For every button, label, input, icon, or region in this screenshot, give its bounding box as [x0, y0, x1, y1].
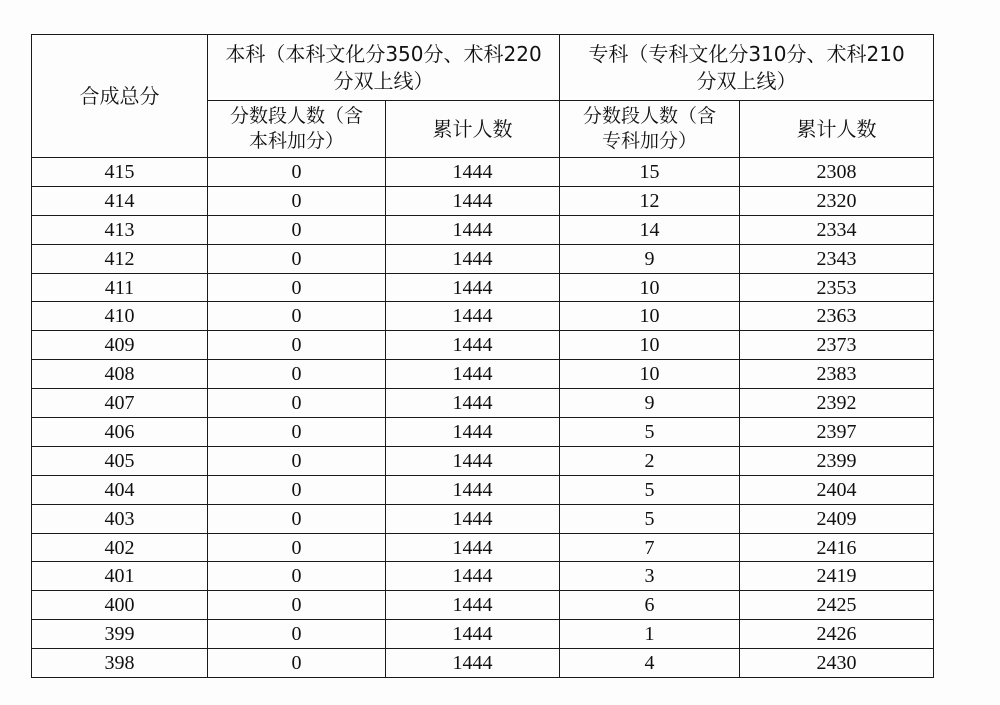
header-benke-segment: [208, 101, 386, 158]
cell-benke-segment: 0: [208, 302, 386, 331]
cell-score: 402: [32, 533, 208, 562]
header-benke-group-line2: 分双上线）: [333, 68, 434, 93]
cell-zhuanke-cumulative: 2399: [740, 446, 934, 475]
cell-zhuanke-cumulative: 2397: [740, 418, 934, 447]
header-zhuanke-group-line2: 分双上线）: [696, 68, 797, 93]
cell-zhuanke-cumulative: 2363: [740, 302, 934, 331]
table-row: [32, 158, 934, 187]
cell-zhuanke-segment: 6: [560, 591, 740, 620]
header-benke-group: [208, 35, 560, 101]
cell-zhuanke-cumulative: 2416: [740, 533, 934, 562]
table-header: [32, 35, 934, 158]
table-row: [32, 446, 934, 475]
cell-zhuanke-segment: 1: [560, 620, 740, 649]
cell-benke-cumulative: 1444: [386, 504, 560, 533]
header-benke-segment-line2: 本科加分）: [248, 130, 344, 152]
cell-score: 401: [32, 562, 208, 591]
table-row: [32, 562, 934, 591]
cell-zhuanke-segment: 15: [560, 158, 740, 187]
cell-score: 407: [32, 389, 208, 418]
table-row: [32, 302, 934, 331]
cell-benke-cumulative: 1444: [386, 620, 560, 649]
cell-zhuanke-cumulative: 2383: [740, 360, 934, 389]
cell-score: 400: [32, 591, 208, 620]
cell-benke-cumulative: 1444: [386, 562, 560, 591]
cell-score: 412: [32, 244, 208, 273]
header-total-score-label: 合成总分: [79, 83, 160, 108]
cell-score: 405: [32, 446, 208, 475]
cell-zhuanke-cumulative: 2353: [740, 273, 934, 302]
cell-benke-segment: 0: [208, 360, 386, 389]
cell-score: 411: [32, 273, 208, 302]
table-row: [32, 244, 934, 273]
header-zhuanke-cumulative: [740, 101, 934, 158]
table-row: [32, 389, 934, 418]
cell-benke-segment: 0: [208, 418, 386, 447]
header-benke-cumulative: [386, 101, 560, 158]
cell-benke-segment: 0: [208, 331, 386, 360]
cell-score: 404: [32, 475, 208, 504]
cell-benke-segment: 0: [208, 186, 386, 215]
cell-benke-segment: 0: [208, 273, 386, 302]
cell-benke-cumulative: 1444: [386, 186, 560, 215]
table-row: [32, 360, 934, 389]
cell-zhuanke-segment: 3: [560, 562, 740, 591]
cell-benke-cumulative: 1444: [386, 418, 560, 447]
cell-zhuanke-cumulative: 2419: [740, 562, 934, 591]
header-benke-segment-line1: 分数段人数（含: [229, 105, 363, 127]
cell-benke-cumulative: 1444: [386, 649, 560, 678]
cell-score: 408: [32, 360, 208, 389]
header-zhuanke-group: [560, 35, 934, 101]
cell-score: 409: [32, 331, 208, 360]
cell-score: 399: [32, 620, 208, 649]
cell-benke-segment: 0: [208, 533, 386, 562]
cell-zhuanke-cumulative: 2308: [740, 158, 934, 187]
cell-benke-segment: 0: [208, 620, 386, 649]
cell-zhuanke-segment: 10: [560, 331, 740, 360]
cell-zhuanke-segment: 2: [560, 446, 740, 475]
cell-benke-cumulative: 1444: [386, 533, 560, 562]
table-row: [32, 186, 934, 215]
cell-benke-segment: 0: [208, 649, 386, 678]
cell-benke-segment: 0: [208, 562, 386, 591]
table-row: [32, 215, 934, 244]
cell-score: 415: [32, 158, 208, 187]
header-benke-cumulative-label: 累计人数: [432, 116, 513, 141]
cell-benke-segment: 0: [208, 446, 386, 475]
table-row: [32, 331, 934, 360]
cell-benke-cumulative: 1444: [386, 446, 560, 475]
cell-zhuanke-segment: 10: [560, 273, 740, 302]
cell-zhuanke-cumulative: 2373: [740, 331, 934, 360]
cell-zhuanke-cumulative: 2426: [740, 620, 934, 649]
table-row: [32, 533, 934, 562]
cell-benke-cumulative: 1444: [386, 244, 560, 273]
table-body: [32, 158, 934, 678]
cell-zhuanke-segment: 14: [560, 215, 740, 244]
cell-zhuanke-cumulative: 2430: [740, 649, 934, 678]
cell-zhuanke-cumulative: 2409: [740, 504, 934, 533]
header-zhuanke-segment-line1: 分数段人数（含: [583, 105, 717, 127]
cell-zhuanke-cumulative: 2343: [740, 244, 934, 273]
cell-benke-segment: 0: [208, 244, 386, 273]
cell-zhuanke-segment: 7: [560, 533, 740, 562]
table-row: [32, 504, 934, 533]
cell-zhuanke-cumulative: 2404: [740, 475, 934, 504]
cell-zhuanke-cumulative: 2425: [740, 591, 934, 620]
cell-score: 398: [32, 649, 208, 678]
cell-benke-cumulative: 1444: [386, 360, 560, 389]
cell-benke-cumulative: 1444: [386, 215, 560, 244]
table-row: [32, 273, 934, 302]
cell-benke-segment: 0: [208, 158, 386, 187]
table-row: [32, 620, 934, 649]
cell-zhuanke-segment: 5: [560, 475, 740, 504]
header-zhuanke-segment: [560, 101, 740, 158]
cell-benke-cumulative: 1444: [386, 273, 560, 302]
header-benke-group-line1: 本科（本科文化分350分、术科220: [225, 41, 542, 66]
cell-zhuanke-segment: 5: [560, 418, 740, 447]
cell-score: 414: [32, 186, 208, 215]
cell-zhuanke-cumulative: 2334: [740, 215, 934, 244]
header-zhuanke-group-line1: 专科（专科文化分310分、术科210: [588, 41, 905, 66]
cell-benke-cumulative: 1444: [386, 302, 560, 331]
cell-benke-cumulative: 1444: [386, 389, 560, 418]
cell-benke-cumulative: 1444: [386, 158, 560, 187]
cell-zhuanke-segment: 12: [560, 186, 740, 215]
cell-benke-segment: 0: [208, 504, 386, 533]
cell-benke-cumulative: 1444: [386, 591, 560, 620]
header-zhuanke-segment-line2: 专科加分）: [602, 130, 698, 152]
table-row: [32, 649, 934, 678]
header-group-row: [32, 35, 934, 101]
cell-zhuanke-segment: 4: [560, 649, 740, 678]
table-row: [32, 418, 934, 447]
cell-benke-segment: 0: [208, 591, 386, 620]
cell-zhuanke-cumulative: 2320: [740, 186, 934, 215]
cell-zhuanke-segment: 10: [560, 302, 740, 331]
cell-zhuanke-segment: 9: [560, 244, 740, 273]
cell-zhuanke-segment: 5: [560, 504, 740, 533]
header-total-score: [32, 35, 208, 158]
header-zhuanke-cumulative-label: 累计人数: [796, 116, 877, 141]
cell-score: 406: [32, 418, 208, 447]
cell-benke-cumulative: 1444: [386, 331, 560, 360]
cell-zhuanke-cumulative: 2392: [740, 389, 934, 418]
cell-benke-cumulative: 1444: [386, 475, 560, 504]
cell-score: 403: [32, 504, 208, 533]
cell-zhuanke-segment: 10: [560, 360, 740, 389]
score-distribution-table: [31, 34, 934, 678]
cell-score: 413: [32, 215, 208, 244]
table-row: [32, 591, 934, 620]
cell-benke-segment: 0: [208, 389, 386, 418]
cell-score: 410: [32, 302, 208, 331]
cell-benke-segment: 0: [208, 475, 386, 504]
table-row: [32, 475, 934, 504]
cell-zhuanke-segment: 9: [560, 389, 740, 418]
cell-benke-segment: 0: [208, 215, 386, 244]
